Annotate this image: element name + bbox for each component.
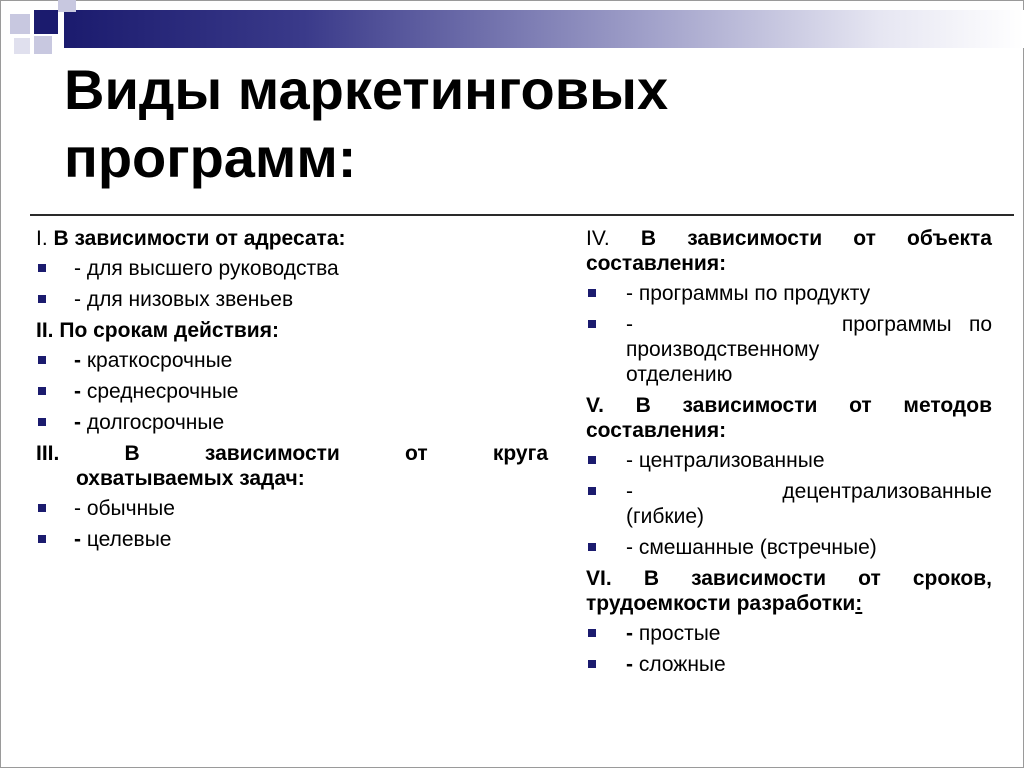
section-heading-1: I. В зависимости от адресата: xyxy=(36,227,346,250)
square-bullet-icon xyxy=(588,487,596,495)
section-heading-5: V. В зависимости от методов xyxy=(586,394,992,417)
square-bullet-icon xyxy=(38,295,46,303)
list-item: - программы по производственному отделению xyxy=(586,312,992,387)
square-bullet-icon xyxy=(588,629,596,637)
decoration-square xyxy=(34,36,52,54)
square-bullet-icon xyxy=(588,289,596,297)
title-divider xyxy=(30,214,1014,216)
square-bullet-icon xyxy=(38,356,46,364)
list-item: - смешанные (встречные) xyxy=(586,535,992,560)
list-item: - простые xyxy=(586,621,992,646)
list-item: - децентрализованные (гибкие) xyxy=(586,479,992,529)
section-heading-4-cont: составления: xyxy=(586,252,727,275)
decoration-square xyxy=(14,38,30,54)
list-item: - долгосрочные xyxy=(36,410,548,435)
square-bullet-icon xyxy=(38,504,46,512)
list-item: - краткосрочные xyxy=(36,348,548,373)
decoration-square xyxy=(10,14,30,34)
decoration-square xyxy=(34,10,58,34)
square-bullet-icon xyxy=(38,264,46,272)
section-heading-6: VI. В зависимости от сроков, xyxy=(586,567,992,590)
title-decoration-bar xyxy=(64,10,1024,48)
square-bullet-icon xyxy=(38,418,46,426)
list-item: - централизованные xyxy=(586,448,992,473)
section-heading-6-cont: трудоемкости разработки: xyxy=(586,592,863,615)
square-bullet-icon xyxy=(588,543,596,551)
list-item: - целевые xyxy=(36,527,548,552)
list-item: - сложные xyxy=(586,652,992,677)
list-item: - среднесрочные xyxy=(36,379,548,404)
section-heading-5-cont: составления: xyxy=(586,419,727,442)
list-item: - обычные xyxy=(36,496,548,521)
section-heading-4: IV. В зависимости от объекта xyxy=(586,227,992,250)
square-bullet-icon xyxy=(588,660,596,668)
section-heading-3-cont: охватываемых задач: xyxy=(76,467,305,490)
right-column xyxy=(586,226,992,683)
list-item: - для низовых звеньев xyxy=(36,287,548,312)
decoration-square xyxy=(58,0,76,12)
left-column xyxy=(36,226,548,558)
square-bullet-icon xyxy=(588,320,596,328)
square-bullet-icon xyxy=(38,535,46,543)
list-item: - программы по продукту xyxy=(586,281,992,306)
page-title: Виды маркетинговых программ: xyxy=(64,58,669,189)
square-bullet-icon xyxy=(38,387,46,395)
square-bullet-icon xyxy=(588,456,596,464)
section-heading-3: III. В зависимости от круга xyxy=(36,442,548,465)
list-item: - для высшего руководства xyxy=(36,256,548,281)
section-heading-2: II. По срокам действия: xyxy=(36,319,279,342)
